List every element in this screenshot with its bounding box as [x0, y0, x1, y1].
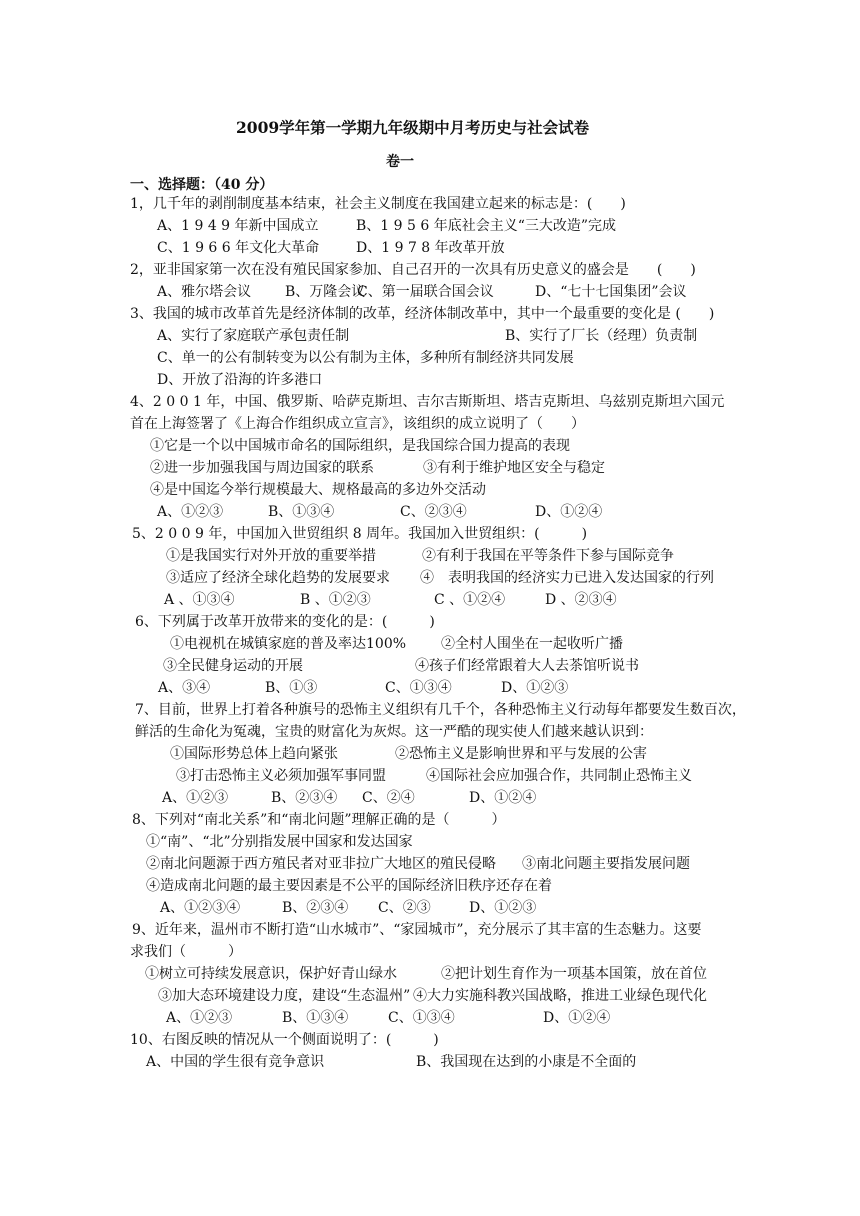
question-4-stem-line1: 4、2 0 0 1 年，中国、俄罗斯、哈萨克斯坦、吉尔吉斯斯坦、塔吉克斯坦、乌兹别克斯坦六国元 — [130, 394, 725, 410]
q6-option-a: A、③④ — [158, 680, 211, 696]
q8-statement-3: ③南北问题主要指发展问题 — [522, 856, 690, 872]
section-heading: 一、选择题：（40 分） — [130, 177, 274, 193]
question-5-stem: 5、2 0 0 9 年，中国加入世贸组织 8 周年。我国加入世贸组织：( ) — [132, 526, 588, 542]
q9-option-d: D、①②④ — [543, 1010, 611, 1026]
q5-option-b: B 、①②③ — [300, 592, 371, 608]
question-2-stem: 2，亚非国家第一次在没有殖民国家参加、自己召开的一次具有历史意义的盛会是 ( ) — [130, 262, 696, 278]
q10-option-b: B、我国现在达到的小康是不全面的 — [416, 1054, 637, 1070]
question-8-stem: 8、下列对“南北关系”和“南北问题”理解正确的是（ ） — [132, 812, 506, 828]
q5-statement-1: ①是我国实行对外开放的重要举措 — [166, 548, 376, 564]
q9-statement-4: ④大力实施科教兴国战略，推进工业绿色现代化 — [413, 988, 707, 1004]
q7-option-b: B、②③④ — [271, 790, 338, 806]
q5-statement-2: ②有利于我国在平等条件下参与国际竞争 — [422, 548, 674, 564]
volume-label: 卷一 — [386, 154, 414, 170]
q9-option-b: B、①③④ — [282, 1010, 349, 1026]
q5-option-c: C 、①②④ — [434, 592, 506, 608]
q4-statement-2: ②进一步加强我国与周边国家的联系 — [150, 460, 374, 476]
question-7-stem-line1: 7、目前，世界上打着各种旗号的恐怖主义组织有几千个，各种恐怖主义行动每年都要发生数百次， — [135, 702, 746, 718]
q3-option-d: D、开放了沿海的许多港口 — [157, 372, 323, 388]
q8-option-b: B、②③④ — [282, 900, 349, 916]
q1-option-b: B、1 9 5 6 年底社会主义“三大改造”完成 — [356, 218, 617, 234]
q8-option-c: C、②③ — [378, 900, 431, 916]
question-7-stem-line2: 鲜活的生命化为冤魂，宝贵的财富化为灰烬。这一严酷的现实使人们越来越认识到： — [135, 724, 653, 740]
q5-statement-3: ③适应了经济全球化趋势的发展要求 — [166, 570, 390, 586]
q8-statement-4: ④造成南北问题的最主要因素是不公平的国际经济旧秩序还存在着 — [146, 878, 552, 894]
q6-option-c: C、①③④ — [385, 680, 452, 696]
q7-statement-4: ④国际社会应加强合作，共同制止恐怖主义 — [426, 768, 692, 784]
q5-statement-4: ④ 表明我国的经济实力已进入发达国家的行列 — [420, 570, 714, 586]
q2-option-c: C、第一届联合国会议 — [357, 284, 494, 300]
q8-statement-2: ②南北问题源于西方殖民者对亚非拉广大地区的殖民侵略 — [146, 856, 496, 872]
q8-option-d: D、①②③ — [469, 900, 537, 916]
q4-option-c: C、②③④ — [400, 504, 467, 520]
question-3-stem: 3、我国的城市改革首先是经济体制的改革，经济体制改革中，其中一个最重要的变化是 ( ) — [130, 306, 715, 322]
q2-option-b: B、万隆会议 — [285, 284, 366, 300]
q6-option-b: B、①③ — [265, 680, 318, 696]
q7-statement-3: ③打击恐怖主义必须加强军事同盟 — [176, 768, 386, 784]
q9-option-a: A、①②③ — [166, 1010, 233, 1026]
q4-statement-3: ③有利于维护地区安全与稳定 — [423, 460, 605, 476]
q4-statement-1: ①它是一个以中国城市命名的国际组织，是我国综合国力提高的表现 — [150, 438, 570, 454]
q7-statement-2: ②恐怖主义是影响世界和平与发展的公害 — [395, 746, 647, 762]
q1-option-c: C、1 9 6 6 年文化大革命 — [157, 240, 320, 256]
q8-statement-1: ①“南”、“北”分别指发展中国家和发达国家 — [146, 834, 413, 850]
q6-statement-2: ②全村人围坐在一起收听广播 — [441, 636, 623, 652]
question-4-stem-line2: 首在上海签署了《上海合作组织成立宣言》，该组织的成立说明了（ ） — [130, 416, 585, 432]
q8-option-a: A、①②③④ — [160, 900, 241, 916]
q6-statement-4: ④孩子们经常跟着大人去茶馆听说书 — [415, 658, 639, 674]
q1-option-d: D、1 9 7 8 年改革开放 — [356, 240, 505, 256]
q10-option-a: A、中国的学生很有竞争意识 — [146, 1054, 325, 1070]
q7-option-a: A、①②③ — [162, 790, 229, 806]
question-9-stem-line1: 9、近年来，温州市不断打造“山水城市”、“家园城市”，充分展示了其丰富的生态魅力。这要 — [132, 922, 702, 938]
question-1-stem: 1，几千年的剥削制度基本结束，社会主义制度在我国建立起来的标志是：( ) — [130, 196, 626, 212]
q2-option-d: D、“七十七国集团”会议 — [535, 284, 687, 300]
q6-option-d: D、①②③ — [501, 680, 569, 696]
q5-option-a: A 、①③④ — [164, 592, 235, 608]
q3-option-c: C、单一的公有制转变为以公有制为主体，多种所有制经济共同发展 — [157, 350, 574, 366]
q7-statement-1: ①国际形势总体上趋向紧张 — [170, 746, 338, 762]
q4-statement-4: ④是中国迄今举行规模最大、规格最高的多边外交活动 — [150, 482, 486, 498]
q7-option-c: C、②④ — [362, 790, 415, 806]
q3-option-a: A、实行了家庭联产承包责任制 — [157, 328, 350, 344]
q9-statement-3: ③加大态环境建设力度，建设“生态温州” — [158, 988, 411, 1004]
q2-option-a: A、雅尔塔会议 — [157, 284, 252, 300]
q9-statement-2: ②把计划生育作为一项基本国策，放在首位 — [441, 966, 707, 982]
question-9-stem-line2: 求我们（ ） — [130, 944, 242, 960]
q9-statement-1: ①树立可持续发展意识，保护好青山绿水 — [145, 966, 397, 982]
q1-option-a: A、1 9 4 9 年新中国成立 — [157, 218, 319, 234]
exam-title: 2009学年第一学期九年级期中月考历史与社会试卷 — [236, 118, 590, 137]
q9-option-c: C、①③④ — [388, 1010, 455, 1026]
q4-option-b: B、①③④ — [268, 504, 335, 520]
q3-option-b: B、实行了厂长（经理）负责制 — [505, 328, 698, 344]
question-10-stem: 10、右图反映的情况从一个侧面说明了：( ) — [130, 1032, 439, 1048]
q4-option-a: A、①②③ — [157, 504, 224, 520]
q7-option-d: D、①②④ — [469, 790, 537, 806]
question-6-stem: 6、下列属于改革开放带来的变化的是：( ) — [135, 614, 435, 630]
q4-option-d: D、①②④ — [535, 504, 603, 520]
q5-option-d: D 、②③④ — [545, 592, 617, 608]
q6-statement-1: ①电视机在城镇家庭的普及率达100% — [170, 636, 407, 652]
q6-statement-3: ③全民健身运动的开展 — [163, 658, 303, 674]
